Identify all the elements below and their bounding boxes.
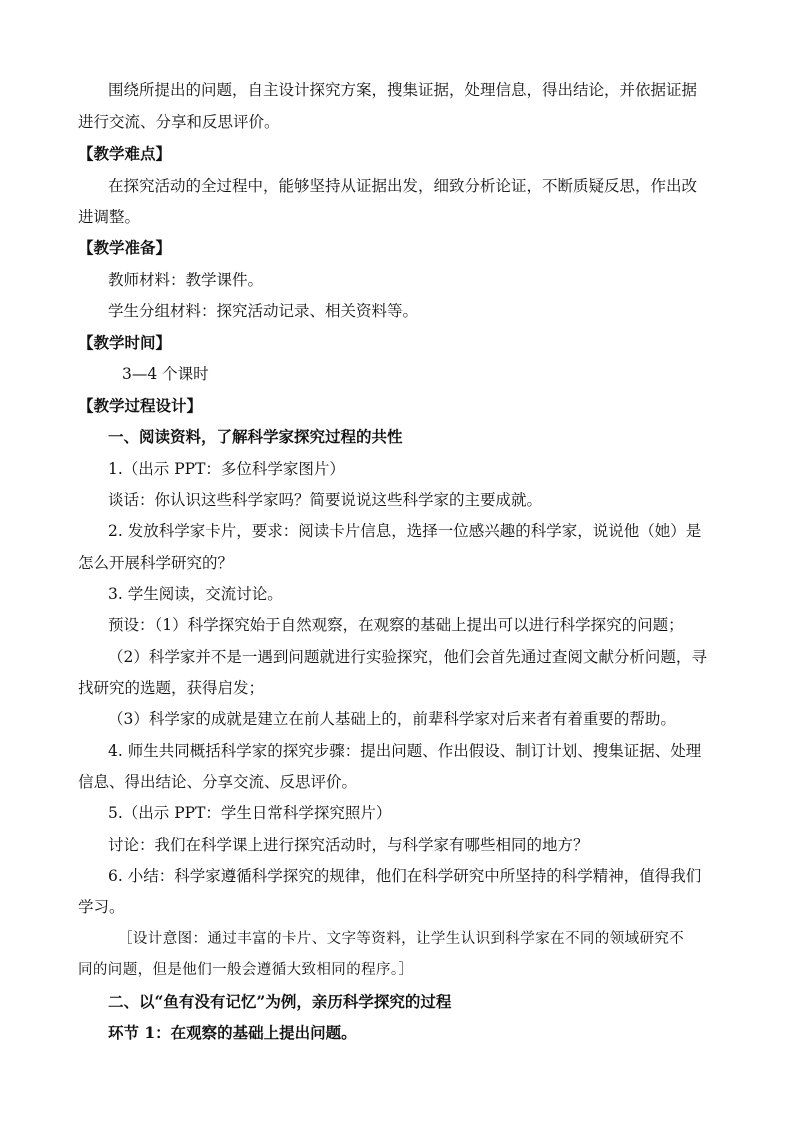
section-1-title: 一、阅读资料，了解科学家探究过程的共性 [108,427,403,446]
list-item: 5.（出示 PPT：学生日常科学探究照片） [108,804,392,822]
design-intent-note: ［设计意图：通过丰富的卡片、文字等资料，让学生认识到科学家在不同的领域研究不 [118,931,685,947]
section-2-title: 二、以“鱼有没有记忆”为例，亲历科学探究的过程 [108,992,452,1011]
prep-student: 学生分组材料：探究活动记录、相关资料等。 [108,302,419,320]
preset-line: 预设：（1）科学探究始于自然观察，在观察的基础上提出可以进行科学探究的问题； [108,616,684,634]
paragraph-line: 学习。 [78,898,125,916]
paragraph-line: 信息、得出结论、分享交流、反思评价。 [78,773,358,791]
list-item: 3. 学生阅读，交流讨论。 [108,585,283,603]
paragraph-line: 谈话：你认识这些科学家吗？简要说说这些科学家的主要成就。 [108,491,543,509]
paragraph-line: 进行交流、分享和反思评价。 [78,113,280,131]
paragraph-line: 围绕所提出的问题，自主设计探究方案，搜集证据，处理信息，得出结论，并依据证据 [108,81,698,99]
list-item: 1.（出示 PPT：多位科学家图片） [108,460,345,478]
preset-line: 找研究的选题，获得启发； [78,679,265,697]
heading-teaching-difficulty: 【教学难点】 [78,144,172,163]
time-value: 3—4 个课时 [122,365,209,383]
heading-teaching-process: 【教学过程设计】 [78,396,203,415]
heading-teaching-preparation: 【教学准备】 [78,238,172,257]
paragraph-line: 进调整。 [78,208,141,226]
heading-teaching-time: 【教学时间】 [78,333,172,352]
prep-teacher: 教师材料：教学课件。 [108,271,264,289]
preset-line: （3）科学家的成就是建立在前人基础上的，前辈科学家对后来者有着重要的帮助。 [108,710,676,728]
paragraph-line: 讨论：我们在科学课上进行探究活动时，与科学家有哪些相同的地方？ [108,836,589,854]
list-item: 4. 师生共同概括科学家的探究步骤：提出问题、作出假设、制订计划、搜集证据、处理 [108,742,702,760]
list-item: 6. 小结：科学家遵循科学探究的规律，他们在科学研究中所坚持的科学精神，值得我们 [108,867,702,885]
preset-line: （2）科学家并不是一遇到问题就进行实验探究，他们会首先通过查阅文献分析问题，寻 [108,648,707,666]
design-intent-note: 同的问题，但是他们一般会遵循大致相同的程序。］ [78,962,414,978]
step-1-title: 环节 1：在观察的基础上提出问题。 [108,1023,357,1042]
paragraph-line: 在探究活动的全过程中，能够坚持从证据出发，细致分析论证，不断质疑反思，作出改 [108,177,698,195]
list-item: 2. 发放科学家卡片，要求：阅读卡片信息，选择一位感兴趣的科学家，说说他（她）是 [108,522,702,540]
paragraph-line: 怎么开展科学研究的？ [78,554,234,572]
